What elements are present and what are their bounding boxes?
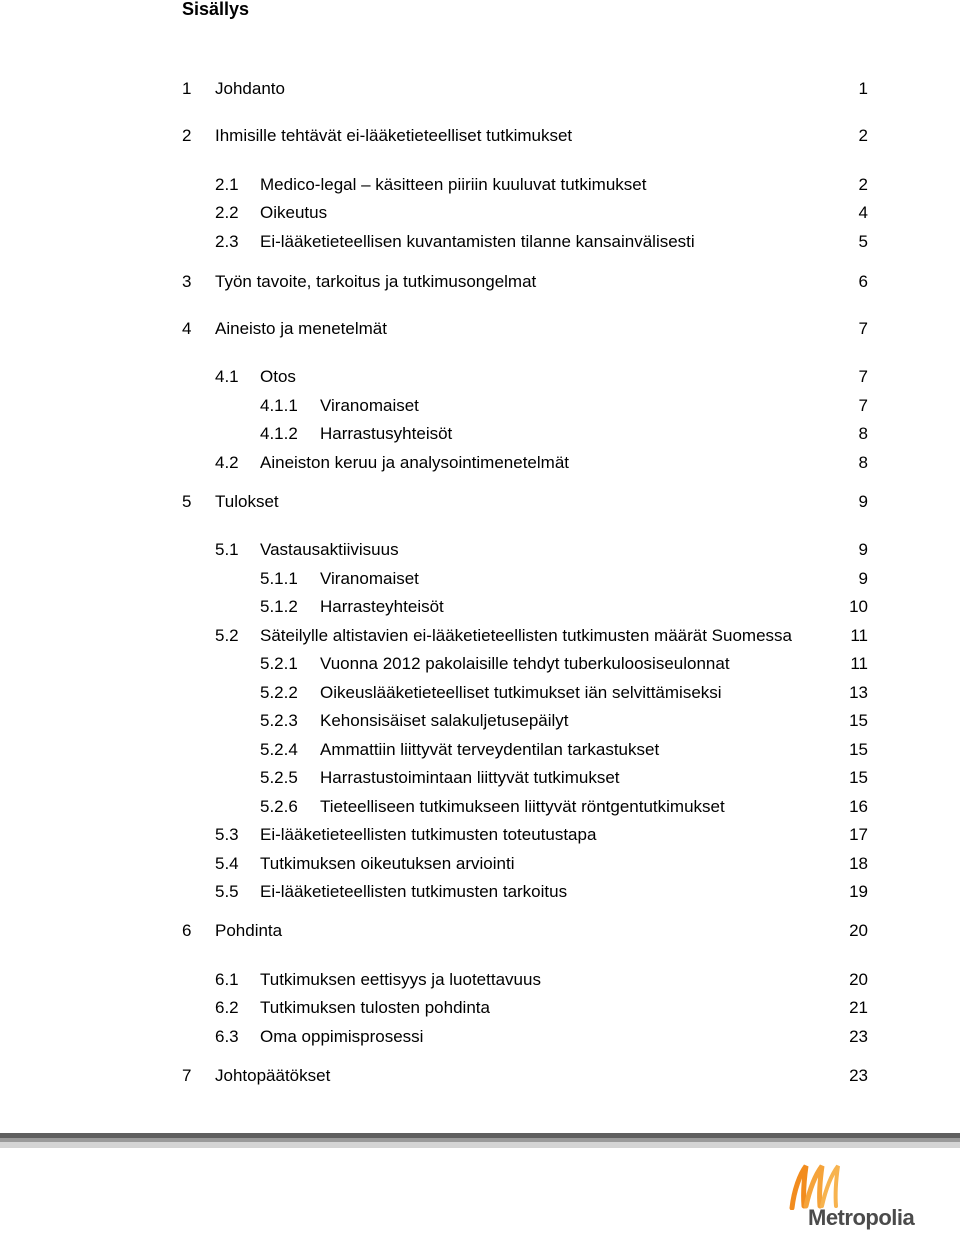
toc-entry — [0, 681, 960, 705]
toc-entry — [0, 567, 960, 591]
toc-entry-number: 5.1 — [215, 540, 239, 559]
toc-entry — [0, 422, 960, 446]
toc-entry-label: Ei-lääketieteellisten tutkimusten tarkoitus — [260, 882, 568, 901]
toc-entry — [0, 124, 960, 148]
toc-entry — [0, 624, 960, 648]
toc-entry-page: 6 — [858, 272, 868, 291]
toc-entry-label: Tieteelliseen tutkimukseen liittyvät röntgentutkimukset — [320, 797, 725, 816]
toc-entry-label: Tutkimuksen eettisyys ja luotettavuus — [260, 970, 541, 989]
toc-entry-number: 5.2.5 — [260, 768, 298, 787]
toc-entry — [0, 996, 960, 1020]
toc-entry — [0, 652, 960, 676]
toc-entry — [0, 230, 960, 254]
toc-entry-page: 21 — [849, 998, 868, 1017]
toc-entry-page: 15 — [849, 740, 868, 759]
toc-entry-label: Oikeuslääketieteelliset tutkimukset iän selvittämiseksi — [320, 683, 722, 702]
toc-entry-page: 7 — [858, 396, 868, 415]
toc-entry-page: 16 — [849, 797, 868, 816]
toc-entry — [0, 880, 960, 904]
toc-entry-page: 11 — [850, 654, 868, 673]
toc-entry — [0, 451, 960, 475]
toc-entry-label: Harrastusyhteisöt — [320, 424, 453, 443]
toc-entry-page: 11 — [850, 626, 868, 645]
toc-entry-label: Medico-legal – käsitteen piiriin kuuluvat tutkimukset — [260, 175, 647, 194]
toc-entry-label: Aineisto ja menetelmät — [215, 319, 387, 338]
footer-band-light — [0, 1142, 960, 1148]
toc-entry — [0, 317, 960, 341]
toc-entry-page: 8 — [858, 453, 868, 472]
toc-entry-page: 7 — [858, 319, 868, 338]
toc-entry-label: Johdanto — [215, 79, 285, 98]
toc-entry-page: 5 — [858, 232, 868, 251]
toc-entry — [0, 394, 960, 418]
toc-entry-label: Oma oppimisprosessi — [260, 1027, 424, 1046]
metropolia-logo-mark-icon — [786, 1160, 856, 1210]
toc-entry-label: Viranomaiset — [320, 396, 419, 415]
toc-entry — [0, 738, 960, 762]
toc-entry — [0, 968, 960, 992]
toc-entry-label: Ei-lääketieteellisen kuvantamisten tilanne kansainvälisesti — [260, 232, 695, 251]
toc-entry-number: 1 — [182, 79, 192, 98]
toc-entry-number: 5.1.1 — [260, 569, 298, 588]
toc-entry-page: 9 — [858, 540, 868, 559]
toc-entry-number: 5.2.4 — [260, 740, 298, 759]
toc-entry-page: 1 — [858, 79, 868, 98]
toc-entry-label: Johtopäätökset — [215, 1066, 331, 1085]
toc-entry — [0, 270, 960, 294]
toc-entry-label: Tutkimuksen tulosten pohdinta — [260, 998, 490, 1017]
toc-entry — [0, 595, 960, 619]
toc-entry-page: 9 — [858, 492, 868, 511]
toc-entry — [0, 766, 960, 790]
toc-entry-label: Vastausaktiivisuus — [260, 540, 399, 559]
toc-entry-number: 4.1 — [215, 367, 239, 386]
toc-entry-number: 4.1.2 — [260, 424, 298, 443]
toc-entry-page: 7 — [858, 367, 868, 386]
toc-entry-label: Otos — [260, 367, 296, 386]
toc-entry — [0, 77, 960, 101]
toc-entry — [0, 201, 960, 225]
toc-entry-number: 5.5 — [215, 882, 239, 901]
toc-entry-number: 5.2.3 — [260, 711, 298, 730]
metropolia-logo-text: Metropolia — [808, 1205, 915, 1230]
toc-entry-number: 6.3 — [215, 1027, 239, 1046]
toc-entry-label: Tulokset — [215, 492, 279, 511]
toc-entry-page: 18 — [849, 854, 868, 873]
toc-entry-label: Ei-lääketieteellisten tutkimusten toteutustapa — [260, 825, 597, 844]
toc-entry-page: 23 — [849, 1027, 868, 1046]
toc-entry — [0, 538, 960, 562]
toc-entry-number: 5 — [182, 492, 192, 511]
toc-entry-label: Tutkimuksen oikeutuksen arviointi — [260, 854, 515, 873]
toc-entry-number: 6.2 — [215, 998, 239, 1017]
toc-entry — [0, 709, 960, 733]
toc-entry-number: 5.1.2 — [260, 597, 298, 616]
toc-entry-number: 4.2 — [215, 453, 239, 472]
toc-entry-label: Aineiston keruu ja analysointimenetelmät — [260, 453, 570, 472]
toc-entry — [0, 919, 960, 943]
toc-entry-number: 5.2.1 — [260, 654, 298, 673]
toc-entry-page: 23 — [849, 1066, 868, 1085]
toc-entry-page: 2 — [858, 126, 868, 145]
toc-entry-number: 4 — [182, 319, 192, 338]
toc-entry — [0, 490, 960, 514]
toc-entry-label: Ihmisille tehtävät ei-lääketieteelliset tutkimukset — [215, 126, 573, 145]
toc-entry-number: 5.3 — [215, 825, 239, 844]
toc-entry-label: Viranomaiset — [320, 569, 419, 588]
toc-entry-page: 8 — [858, 424, 868, 443]
toc-entry — [0, 823, 960, 847]
toc-entry-page: 13 — [849, 683, 868, 702]
toc-entry-number: 5.4 — [215, 854, 239, 873]
toc-entry-label: Työn tavoite, tarkoitus ja tutkimusongelmat — [215, 272, 537, 291]
toc-entry — [0, 1025, 960, 1049]
toc-entry — [0, 795, 960, 819]
toc-entry-page: 20 — [849, 921, 868, 940]
toc-entry-page: 4 — [858, 203, 868, 222]
toc-entry-page: 15 — [849, 768, 868, 787]
toc-entry-label: Kehonsisäiset salakuljetusepäilyt — [320, 711, 569, 730]
toc-entry-number: 4.1.1 — [260, 396, 298, 415]
toc-entry-page: 19 — [849, 882, 868, 901]
toc-entry-number: 3 — [182, 272, 192, 291]
toc-entry-number: 2.1 — [215, 175, 239, 194]
page-title: Sisällys — [182, 0, 250, 19]
metropolia-logo — [786, 1160, 926, 1230]
toc-entry-number: 5.2.2 — [260, 683, 298, 702]
toc-entry-number: 2.3 — [215, 232, 239, 251]
toc-entry-label: Vuonna 2012 pakolaisille tehdyt tuberkuloosiseulonnat — [320, 654, 730, 673]
toc-entry — [0, 1064, 960, 1088]
toc-entry-page: 20 — [849, 970, 868, 989]
toc-entry-label: Harrasteyhteisöt — [320, 597, 444, 616]
toc-entry-label: Harrastustoimintaan liittyvät tutkimukset — [320, 768, 620, 787]
toc-entry-label: Säteilylle altistavien ei-lääketieteellisten tutkimusten määrät Suomessa — [260, 626, 792, 645]
toc-entry-number: 7 — [182, 1066, 192, 1085]
toc-entry — [0, 365, 960, 389]
toc-entry-page: 15 — [849, 711, 868, 730]
toc-entry-label: Pohdinta — [215, 921, 283, 940]
toc-entry-number: 2 — [182, 126, 192, 145]
toc-entry-number: 6 — [182, 921, 192, 940]
toc-entry-number: 2.2 — [215, 203, 239, 222]
toc-entry — [0, 173, 960, 197]
toc-entry-page: 2 — [858, 175, 868, 194]
toc-entry-number: 6.1 — [215, 970, 239, 989]
toc-entry-number: 5.2 — [215, 626, 239, 645]
footer-band — [0, 1133, 960, 1151]
toc-entry — [0, 852, 960, 876]
toc-entry-page: 17 — [849, 825, 868, 844]
toc-entry-label: Ammattiin liittyvät terveydentilan tarkastukset — [320, 740, 660, 759]
toc-entry-page: 9 — [858, 569, 868, 588]
toc-entry-number: 5.2.6 — [260, 797, 298, 816]
toc-entry-label: Oikeutus — [260, 203, 328, 222]
toc-entry-page: 10 — [849, 597, 868, 616]
